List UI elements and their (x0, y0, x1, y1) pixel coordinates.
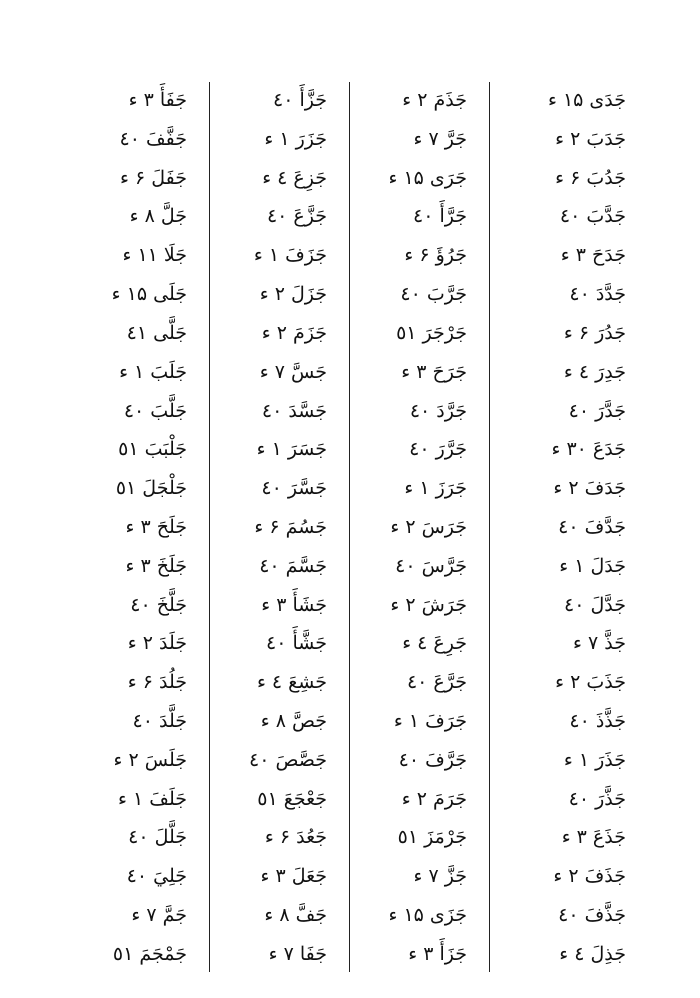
entry: جَرَمَ ۲ ء (401, 787, 467, 810)
entry: جَدُرَ ۶ ء (563, 321, 626, 344)
entry: جَسَّرَ ٤٠ (261, 477, 327, 500)
column-2 (350, 82, 490, 972)
entry: جَزَمَ ۲ ء (261, 321, 327, 344)
entry: جَدَّبَ ٤٠ (559, 205, 626, 228)
entry: جَفَلَ ۶ ء (120, 166, 187, 189)
entry: جَلَخَ ۳ ء (125, 554, 187, 577)
entry: جَعُدَ ۶ ء (264, 826, 327, 849)
entry: جَلَبَ ۱ ء (119, 360, 187, 383)
entry: جَلَّى ٤١ (126, 321, 187, 344)
entry: جَلْجَلَ ٥١ (115, 477, 187, 500)
entry: جَلَّلَ ٤٠ (128, 826, 187, 849)
entry: جَرَفَ ۱ ء (393, 710, 467, 732)
entry: جَلَّ ۸ ء (129, 205, 187, 228)
entry: جَسَرَ ۱ ء (256, 438, 327, 461)
entry: جَذَّذَ ٤٠ (569, 710, 626, 732)
entry: جَفَّ ۸ ء (264, 904, 327, 927)
entry: جَذَعَ ۳ ء (561, 826, 626, 849)
entry: جَلْبَبَ ٥١ (118, 438, 187, 461)
entry: جَرْمَزَ ٥١ (397, 826, 467, 849)
entry: جَصَّصَ ٤٠ (249, 748, 327, 771)
entry: جَسَّدَ ٤٠ (261, 399, 327, 422)
entry: جَلَّخَ ٤٠ (130, 593, 187, 616)
entry: جَعْجَعَ ٥١ (257, 787, 327, 810)
entry: جَلَدَ ۲ ء (127, 632, 187, 655)
entry: جَدَّرَ ٤٠ (568, 399, 626, 422)
entry: جَلَفَ ۱ ء (118, 787, 187, 810)
entry: جَلَا ۱۱ ء (122, 244, 187, 267)
entry: جَعَلَ ۳ ء (260, 865, 327, 888)
entry: جَرَّدَ ٤٠ (409, 399, 467, 422)
entry: جَرَشَ ۲ ء (390, 593, 467, 616)
entry: جَشِعَ ٤ ء (256, 671, 327, 694)
entry: جَدَلَ ۱ ء (559, 554, 626, 577)
entry: جَلُدَ ۶ ء (127, 671, 187, 694)
entry: جَسُمَ ۶ ء (254, 515, 327, 538)
entry: جَلَسَ ۲ ء (113, 748, 187, 771)
entry: جَرَّ ۷ ء (413, 127, 467, 150)
entry: جَزَى ۱۵ ء (388, 904, 467, 927)
entry: جَدَى ۱۵ ء (547, 89, 626, 111)
entry: جَذِلَ ٤ ء (559, 942, 626, 965)
entry: جَرْجَرَ ٥١ (396, 321, 467, 344)
entry: جَدُبَ ۶ ء (555, 166, 626, 189)
entry: جَذَفَ ۲ ء (553, 865, 626, 888)
verb-index-columns (70, 82, 630, 972)
entry: جَدِرَ ٤ ء (563, 360, 626, 383)
entry: جَزَرَ ۱ ء (264, 127, 327, 150)
entry: جَلِيَ ٤٠ (126, 865, 187, 888)
entry: جَلَحَ ۳ ء (125, 515, 187, 538)
entry: جَفَّفَ ٤٠ (119, 127, 187, 150)
entry: جَرُؤَ ۶ ء (404, 244, 467, 267)
entry: جَسَّ ۷ ء (259, 360, 327, 383)
entry: جَلَى ۱۵ ء (111, 283, 187, 306)
entry: جَلَّدَ ٤٠ (132, 710, 187, 732)
entry: جَدَفَ ۲ ء (553, 477, 626, 500)
entry: جَدَعَ ۳٠ ء (551, 438, 626, 461)
entry: جَذَّ ۷ ء (573, 632, 626, 655)
entry: جَزَّعَ ٤٠ (266, 205, 327, 228)
entry: جَشَأَ ۳ ء (261, 593, 327, 616)
entry: جَرِعَ ٤ ء (402, 632, 467, 655)
entry: جَفَأَ ۳ ء (128, 89, 187, 111)
entry: جَرَسَ ۲ ء (390, 515, 467, 538)
entry: جَصَّ ۸ ء (260, 710, 327, 732)
entry: جَسَّمَ ٤٠ (259, 554, 327, 577)
entry: جَرَى ۱۵ ء (388, 166, 467, 189)
entry: جَرَزَ ۱ ء (404, 477, 467, 500)
entry: جَرَّأَ ٤٠ (413, 205, 467, 228)
entry: جَزَلَ ۲ ء (259, 283, 327, 306)
column-1 (490, 82, 630, 972)
entry: جَزَأَ ۳ ء (408, 942, 467, 965)
entry: جَدَحَ ۳ ء (560, 244, 626, 267)
entry: جَزَّأَ ٤٠ (273, 89, 327, 111)
entry: جَذَمَ ۲ ء (402, 89, 467, 111)
entry: جَدَّلَ ٤٠ (564, 593, 626, 616)
entry: جَرَّسَ ٤٠ (395, 554, 467, 577)
entry: جَرَّرَ ٤٠ (409, 438, 467, 461)
entry: جَذَبَ ۲ ء (555, 671, 626, 694)
entry: جَدَّفَ ٤٠ (558, 515, 626, 538)
entry: جَذَّرَ ٤٠ (568, 787, 626, 810)
entry: جَرَّفَ ٤٠ (398, 748, 467, 771)
column-3 (210, 82, 350, 972)
entry: جَرَّعَ ٤٠ (406, 671, 467, 694)
entry: جَذَرَ ۱ ء (563, 748, 626, 771)
entry: جَدَبَ ۲ ء (555, 127, 626, 150)
entry: جَفَا ۷ ء (268, 942, 327, 965)
entry: جَشَّأَ ٤٠ (266, 632, 327, 655)
entry: جَرَّبَ ٤٠ (400, 283, 467, 306)
entry: جَزَفَ ۱ ء (253, 244, 327, 267)
entry: جَذَّفَ ٤٠ (558, 904, 626, 927)
entry: جَزَّ ۷ ء (413, 865, 467, 888)
entry: جَدَّدَ ٤٠ (569, 283, 626, 306)
entry: جَرَحَ ۳ ء (401, 360, 467, 383)
entry: جَلَّبَ ٤٠ (123, 399, 187, 422)
entry: جَزِعَ ٤ ء (262, 166, 327, 189)
entry: جَمَّ ۷ ء (131, 904, 187, 927)
column-4 (70, 82, 210, 972)
entry: جَمْجَمَ ٥١ (112, 942, 187, 965)
